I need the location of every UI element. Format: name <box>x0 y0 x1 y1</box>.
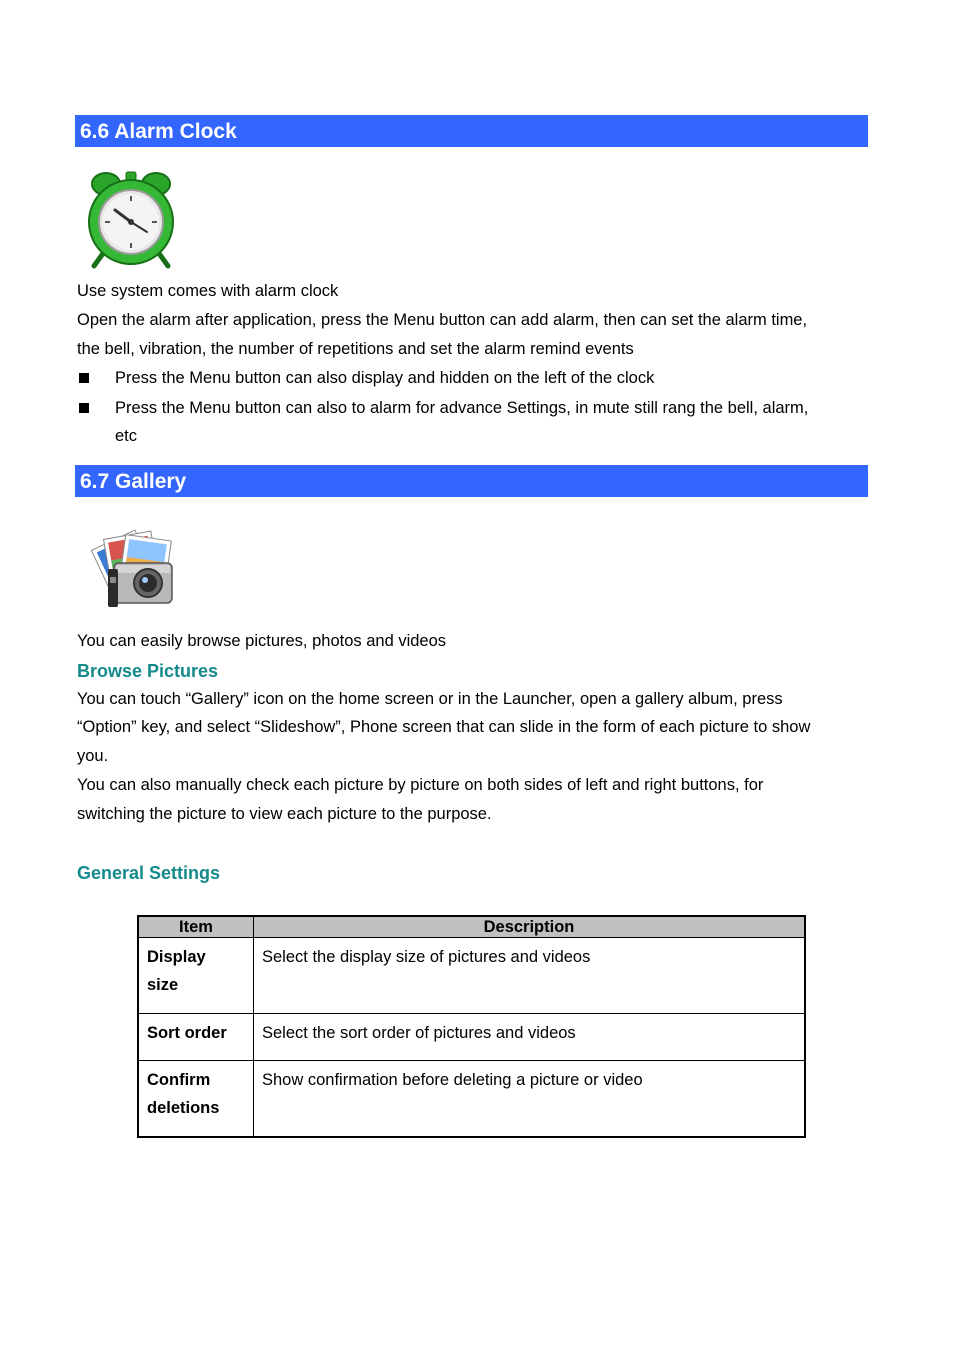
table-cell-item <box>138 938 254 1014</box>
table-row <box>138 1014 805 1061</box>
gallery-icon <box>86 523 176 611</box>
bullet-text: Press the Menu button can also to alarm for advance Settings, in mute still rang the bell, alarm, <box>115 399 809 417</box>
table-cell-item <box>138 1061 254 1137</box>
alarm-clock-icon <box>84 170 178 270</box>
section-heading-alarm-clock: 6.6 Alarm Clock <box>75 115 868 147</box>
table-cell-description: Select the display size of pictures and videos <box>254 938 806 1014</box>
browse-text-line-1: You can touch “Gallery” icon on the home screen or in the Launcher, open a gallery album, press <box>77 690 783 708</box>
browse-text-line-4: You can also manually check each picture by picture on both sides of left and right buttons, for <box>77 776 764 794</box>
alarm-description-line-2: the bell, vibration, the number of repetitions and set the alarm remind events <box>77 340 634 358</box>
table-header-description: Description <box>254 916 806 938</box>
table-header-row <box>138 916 805 938</box>
item-label-continued: size <box>147 976 179 994</box>
table-row <box>138 1061 805 1137</box>
bullet-square-icon <box>79 403 89 413</box>
table-row <box>138 938 805 1014</box>
browse-pictures-heading: Browse Pictures <box>77 661 219 681</box>
item-label: Sort order <box>147 1024 227 1042</box>
item-label: Display <box>147 948 206 966</box>
browse-text-line-2: “Option” key, and select “Slideshow”, Phone screen that can slide in the form of each picture to show <box>77 718 811 736</box>
bullet-text: Press the Menu button can also display and hidden on the left of the clock <box>115 369 655 387</box>
item-label: Confirm <box>147 1071 211 1089</box>
alarm-intro-text: Use system comes with alarm clock <box>77 282 339 300</box>
table-cell-item <box>138 1014 254 1061</box>
table-header-item: Item <box>138 916 254 938</box>
browse-text-line-5: switching the picture to view each picture to the purpose. <box>77 805 492 823</box>
bullet-text-continued: etc <box>115 427 138 445</box>
item-label-continued: deletions <box>147 1099 220 1117</box>
table-cell-description: Select the sort order of pictures and videos <box>254 1014 806 1061</box>
bullet-square-icon <box>79 373 89 383</box>
table-cell-description: Show confirmation before deleting a picture or video <box>254 1061 806 1137</box>
general-settings-table <box>137 915 806 1138</box>
general-settings-heading: General Settings <box>77 863 221 883</box>
alarm-description-line-1: Open the alarm after application, press the Menu button can add alarm, then can set the alarm time, <box>77 311 808 329</box>
browse-text-line-3: you. <box>77 747 109 765</box>
section-heading-gallery: 6.7 Gallery <box>75 465 868 497</box>
gallery-intro-text: You can easily browse pictures, photos and videos <box>77 632 447 650</box>
